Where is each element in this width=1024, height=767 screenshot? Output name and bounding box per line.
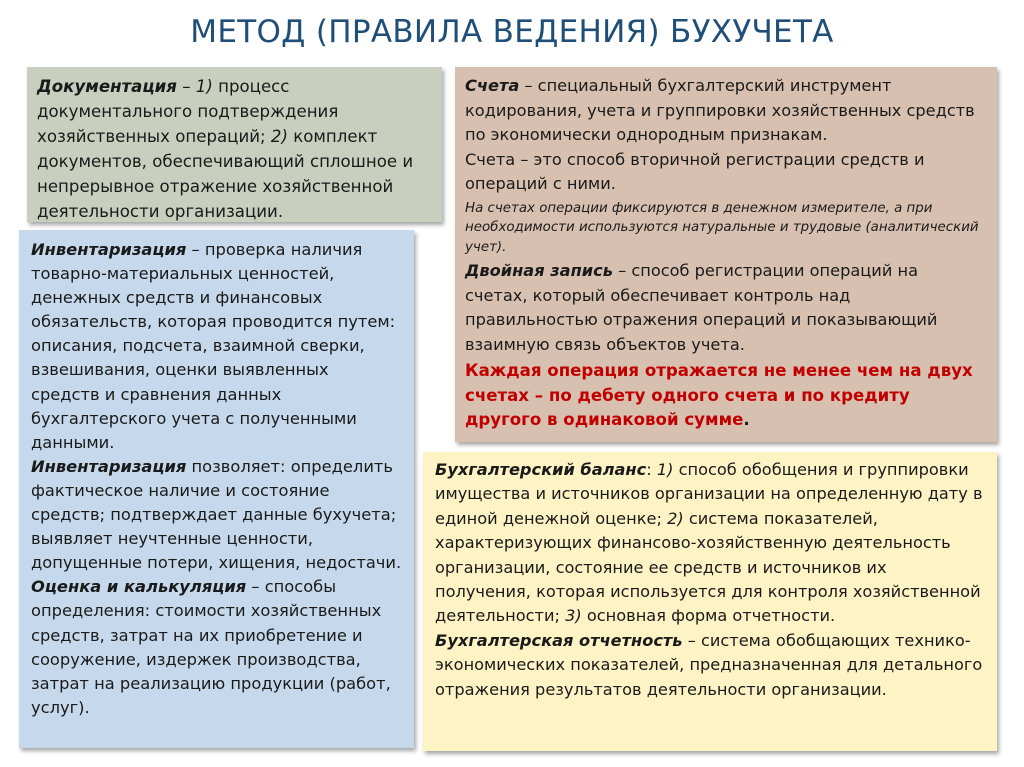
reporting-paragraph (435, 629, 985, 702)
balance-number-3: 3) (565, 606, 582, 626)
reporting-term: Бухгалтерская отчетность (435, 630, 683, 650)
documentation-text-2: комплект документов, обеспечивающий сплошное и непрерывное отражение хозяйственной деятельности организации. (37, 127, 414, 221)
inventory-paragraph-1 (31, 238, 402, 455)
balance-colon: : (646, 460, 657, 479)
accounts-box (455, 67, 997, 442)
balance-term: Бухгалтерский баланс (435, 460, 647, 479)
accounts-note: На счетах операции фиксируются в денежном измерителе, а при необходимости используются натуральные и трудовые (аналитический учет). (465, 200, 979, 255)
double-entry-rule-text: Каждая операция отражается не менее чем на двух счетах – по дебету одного счета и по кредиту другого в одинаковой сумме (465, 361, 973, 430)
documentation-term: Документация (37, 77, 177, 96)
accounts-paragraph-2: Счета – это способ вторичной регистрации средств и операций с ними. (465, 149, 925, 193)
balance-text-2: система показателей, характеризующих финансово-хозяйственную деятельность организации, состояние ее средств и источников их получения, которая используется для контроля хозяйственной деятельности; (435, 508, 981, 626)
balance-box (423, 452, 997, 751)
double-entry-paragraph (465, 259, 985, 357)
documentation-dash: – (176, 77, 196, 96)
inventory-box (19, 230, 414, 748)
balance-number-1: 1) (656, 460, 674, 479)
inventory-term-2: Инвентаризация (31, 456, 187, 476)
accounts-text-1: – специальный бухгалтерский инструмент кодирования, учета и группировки хозяйственных средств по экономически однородным признакам. (465, 76, 975, 144)
balance-text-3: основная форма отчетности. (581, 606, 836, 626)
inventory-term: Инвентаризация (31, 240, 187, 259)
double-entry-term: Двойная запись (465, 261, 613, 280)
inventory-text-2: позволяет: определить фактическое наличие и состояние средств; подтверждает данные бухучета; выявляет неучтенные ценности, допущенные потери, хищения, недостачи. (31, 456, 402, 573)
documentation-paragraph (37, 74, 432, 224)
reporting-text: – система обобщающих технико-экономических показателей, предназначенная для детального отражения результатов деятельности организации. (435, 630, 983, 699)
balance-text-1: способ обобщения и группировки имущества и источников организации на определенную дату в единой денежной оценке; (435, 460, 983, 528)
accounts-paragraph-1 (465, 74, 985, 148)
balance-paragraph (435, 458, 985, 629)
inventory-paragraph-2 (31, 455, 402, 575)
accounts-term: Счета (465, 76, 520, 95)
balance-number-2: 2) (667, 508, 684, 528)
double-entry-rule-period: . (743, 410, 750, 430)
documentation-number-1: 1) (195, 77, 213, 96)
valuation-paragraph (31, 575, 402, 720)
valuation-term: Оценка и калькуляция (31, 577, 247, 597)
documentation-number-2: 2) (270, 127, 288, 146)
double-entry-text: – способ регистрации операций на счетах, который обеспечивает контроль над правильностью отражения операций и показывающий взаимную связь объектов учета. (465, 261, 938, 354)
documentation-text-1: процесс документального подтверждения хозяйственных операций; (37, 77, 339, 146)
documentation-box (27, 67, 442, 222)
inventory-text-1: – проверка наличия товарно-материальных ценностей, денежных средств и финансовых обязательств, которая проводится путем: описания, подсчета, взаимной сверки, взвешивания, оценки выявленных средств и сравнения данных бухгалтерского учета с полученными данными. (31, 240, 396, 452)
double-entry-rule (465, 359, 985, 433)
slide-title: МЕТОД (ПРАВИЛА ВЕДЕНИЯ) БУХУЧЕТА (190, 14, 834, 50)
valuation-text: – способы определения: стоимости хозяйственных средств, затрат на их приобретение и сооружение, издержек производства, затрат на реализацию продукции (работ, услуг). (31, 577, 391, 717)
